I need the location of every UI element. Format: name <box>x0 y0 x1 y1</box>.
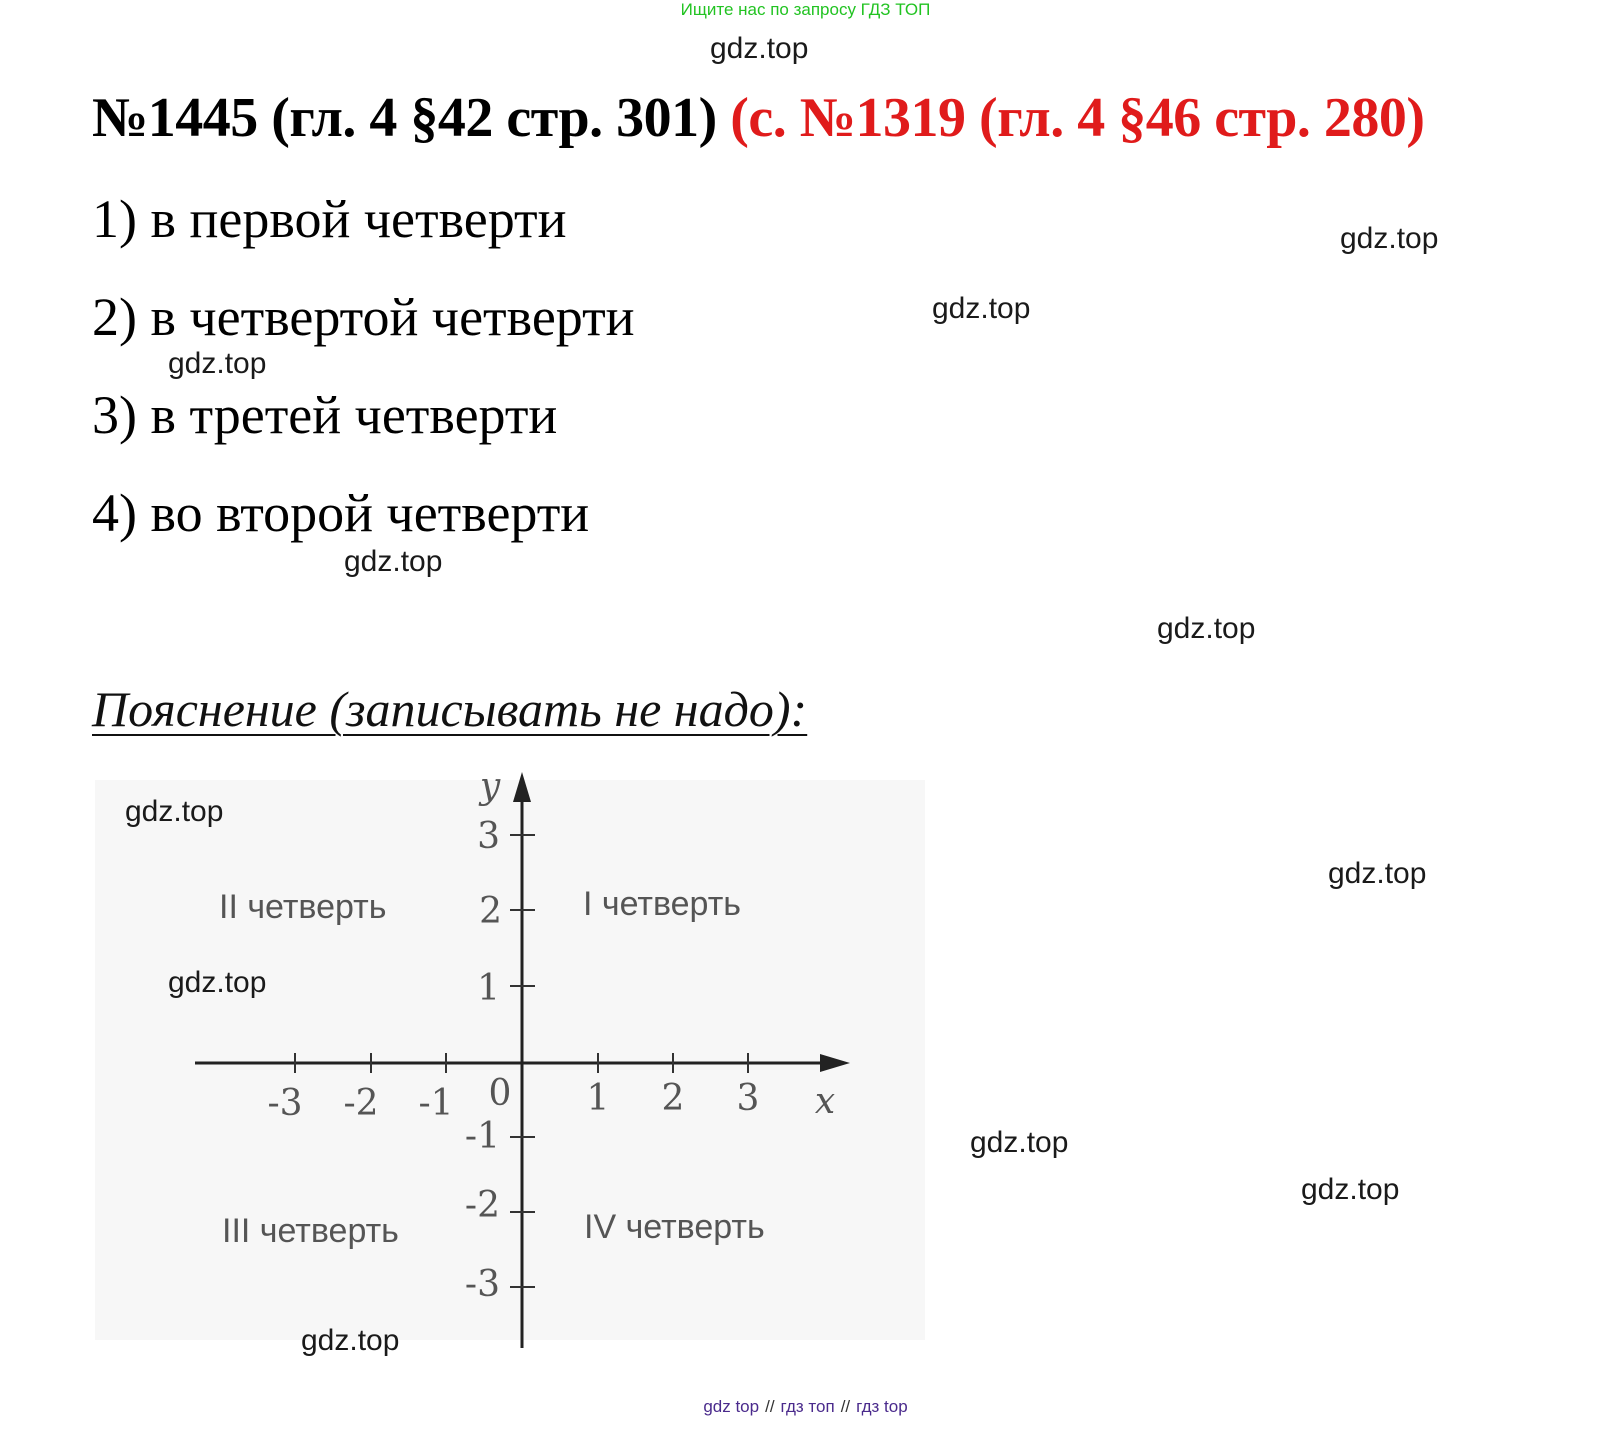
bottom-link[interactable]: gdz top <box>703 1397 760 1416</box>
bottom-link[interactable]: гдз top <box>856 1397 908 1416</box>
origin-label: 0 <box>488 1073 512 1114</box>
watermark: gdz.top <box>125 795 224 828</box>
answer-item: 1) в первой четверти <box>92 189 567 249</box>
answer-item: 4) во второй четверти <box>92 483 590 543</box>
page-title <box>92 86 1425 150</box>
explanation-heading: Пояснение (записывать не надо): <box>92 681 808 737</box>
watermark: gdz.top <box>168 347 267 380</box>
watermark: gdz.top <box>1157 612 1256 645</box>
y-axis-label: y <box>479 770 501 807</box>
x-tick-label: 1 <box>586 1078 610 1119</box>
top-hint: Ищите нас по запросу ГДЗ ТОП <box>680 0 931 19</box>
answer-item: 3) в третей четверти <box>92 385 558 445</box>
watermark: gdz.top <box>932 292 1031 325</box>
quadrant-1-label: I четверть <box>583 885 741 923</box>
x-tick-label: -3 <box>267 1083 303 1124</box>
y-tick-label: -1 <box>464 1116 500 1157</box>
x-tick-label: -2 <box>343 1083 379 1124</box>
answer-item: 2) в четвертой четверти <box>92 287 635 347</box>
quadrant-3-label: III четверть <box>222 1212 399 1250</box>
y-tick-label: 1 <box>477 968 500 1009</box>
watermark: gdz.top <box>301 1324 400 1357</box>
watermark: gdz.top <box>970 1126 1069 1159</box>
y-tick-label: 2 <box>479 891 502 932</box>
link-separator: // <box>765 1397 775 1416</box>
coordinate-plane <box>95 770 935 1370</box>
y-tick-label: 3 <box>477 816 500 857</box>
x-tick-label: -1 <box>418 1083 454 1124</box>
title-alt: (с. №1319 (гл. 4 §46 стр. 280) <box>730 87 1425 149</box>
x-tick-label: 3 <box>736 1078 760 1119</box>
watermark: gdz.top <box>1301 1173 1400 1206</box>
watermark: gdz.top <box>344 545 443 578</box>
watermark: gdz.top <box>1340 222 1439 255</box>
watermark: gdz.top <box>168 966 267 999</box>
watermark: gdz.top <box>710 32 809 65</box>
quadrant-4-label: IV четверть <box>584 1208 765 1246</box>
x-tick-label: 2 <box>661 1078 685 1119</box>
y-tick-label: -3 <box>464 1264 500 1305</box>
x-axis-label: x <box>814 1081 836 1122</box>
bottom-link[interactable]: гдз топ <box>780 1397 835 1416</box>
quadrant-2-label: II четверть <box>219 888 387 926</box>
title-main: №1445 (гл. 4 §42 стр. 301) <box>92 87 717 149</box>
bottom-links <box>0 1397 1611 1417</box>
y-tick-label: -2 <box>464 1185 500 1226</box>
watermark: gdz.top <box>1328 857 1427 890</box>
link-separator: // <box>840 1397 851 1416</box>
